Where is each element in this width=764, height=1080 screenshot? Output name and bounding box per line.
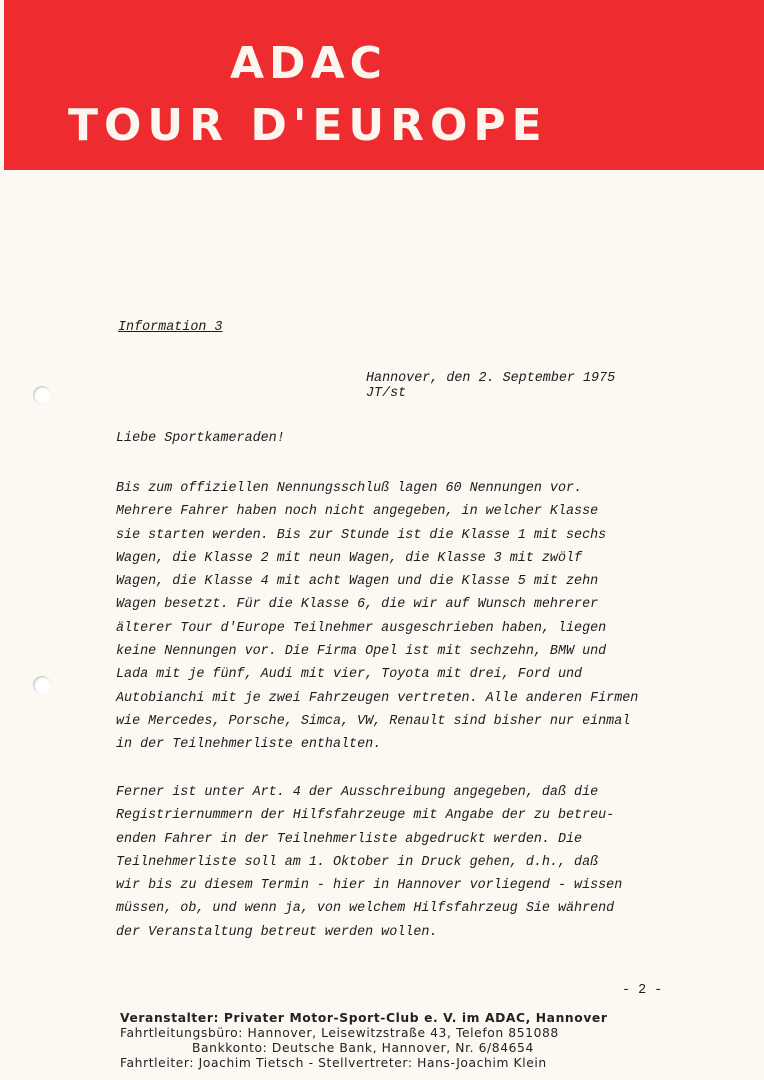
paragraph-line: Registriernummern der Hilfsfahrzeuge mit Angabe der zu betreu- (116, 808, 615, 824)
punch-hole (33, 386, 51, 404)
paragraph-line: keine Nennungen vor. Die Firma Opel ist mit sechzehn, BMW und (116, 644, 607, 660)
punch-hole (33, 676, 51, 694)
paragraph-line: müssen, ob, und wenn ja, von welchem Hilfsfahrzeug Sie während (116, 901, 615, 917)
paragraph-line: Wagen besetzt. Für die Klasse 6, die wir auf Wunsch mehrerer (116, 597, 599, 613)
information-label: Information 3 (118, 320, 223, 335)
paragraph-line: Autobianchi mit je zwei Fahrzeugen vertreten. Alle anderen Firmen (116, 690, 639, 706)
paragraph-line: Mehrere Fahrer haben noch nicht angegeben, in welcher Klasse (116, 504, 599, 520)
paragraph-line: Lada mit je fünf, Audi mit vier, Toyota mit drei, Ford und (116, 667, 583, 683)
letterhead-title-adac: ADAC (230, 38, 387, 89)
paragraph-line: Ferner ist unter Art. 4 der Ausschreibung angegeben, daß die (116, 785, 599, 800)
paragraph-support-vehicles (116, 781, 622, 944)
paragraph-line: enden Fahrer in der Teilnehmerliste abgedruckt werden. Die (116, 831, 583, 847)
place-date: Hannover, den 2. September 1975 (366, 371, 616, 386)
paragraph-line: Wagen, die Klasse 2 mit neun Wagen, die Klasse 3 mit zwölf (116, 550, 583, 566)
letterhead-title-tour: TOUR D'EUROPE (68, 100, 548, 151)
footer-organizer: Veranstalter: Privater Motor-Sport-Club e. V. im ADAC, Hannover (120, 1011, 608, 1025)
letterhead-banner (4, 0, 764, 170)
paragraph-entries (116, 477, 638, 757)
page-marker: - 2 - (622, 983, 663, 998)
paragraph-line: Bis zum offiziellen Nennungsschluß lagen 60 Nennungen vor. (116, 481, 583, 496)
paragraph-line: wir bis zu diesem Termin - hier in Hannover vorliegend - wissen (116, 878, 623, 894)
paragraph-line: in der Teilnehmerliste enthalten. (116, 737, 382, 753)
paragraph-line: wie Mercedes, Porsche, Simca, VW, Renault sind bisher nur einmal (116, 713, 631, 729)
paragraph-line: sie starten werden. Bis zur Stunde ist die Klasse 1 mit sechs (116, 527, 607, 543)
footer-bank: Bankkonto: Deutsche Bank, Hannover, Nr. 6/84654 (192, 1041, 534, 1055)
paragraph-line: Wagen, die Klasse 4 mit acht Wagen und die Klasse 5 mit zehn (116, 574, 599, 590)
paragraph-line: der Veranstaltung betreut werden wollen. (116, 924, 438, 940)
paragraph-line: Teilnehmerliste soll am 1. Oktober in Druck gehen, d.h., daß (116, 854, 599, 870)
greeting: Liebe Sportkameraden! (116, 431, 285, 446)
footer-directors: Fahrtleiter: Joachim Tietsch - Stellvertreter: Hans-Joachim Klein (120, 1056, 547, 1070)
reference-initials: JT/st (366, 386, 407, 401)
paragraph-line: älterer Tour d'Europe Teilnehmer ausgeschrieben haben, liegen (116, 620, 607, 636)
footer-office: Fahrtleitungsbüro: Hannover, Leisewitzstraße 43, Telefon 851088 (120, 1026, 559, 1040)
